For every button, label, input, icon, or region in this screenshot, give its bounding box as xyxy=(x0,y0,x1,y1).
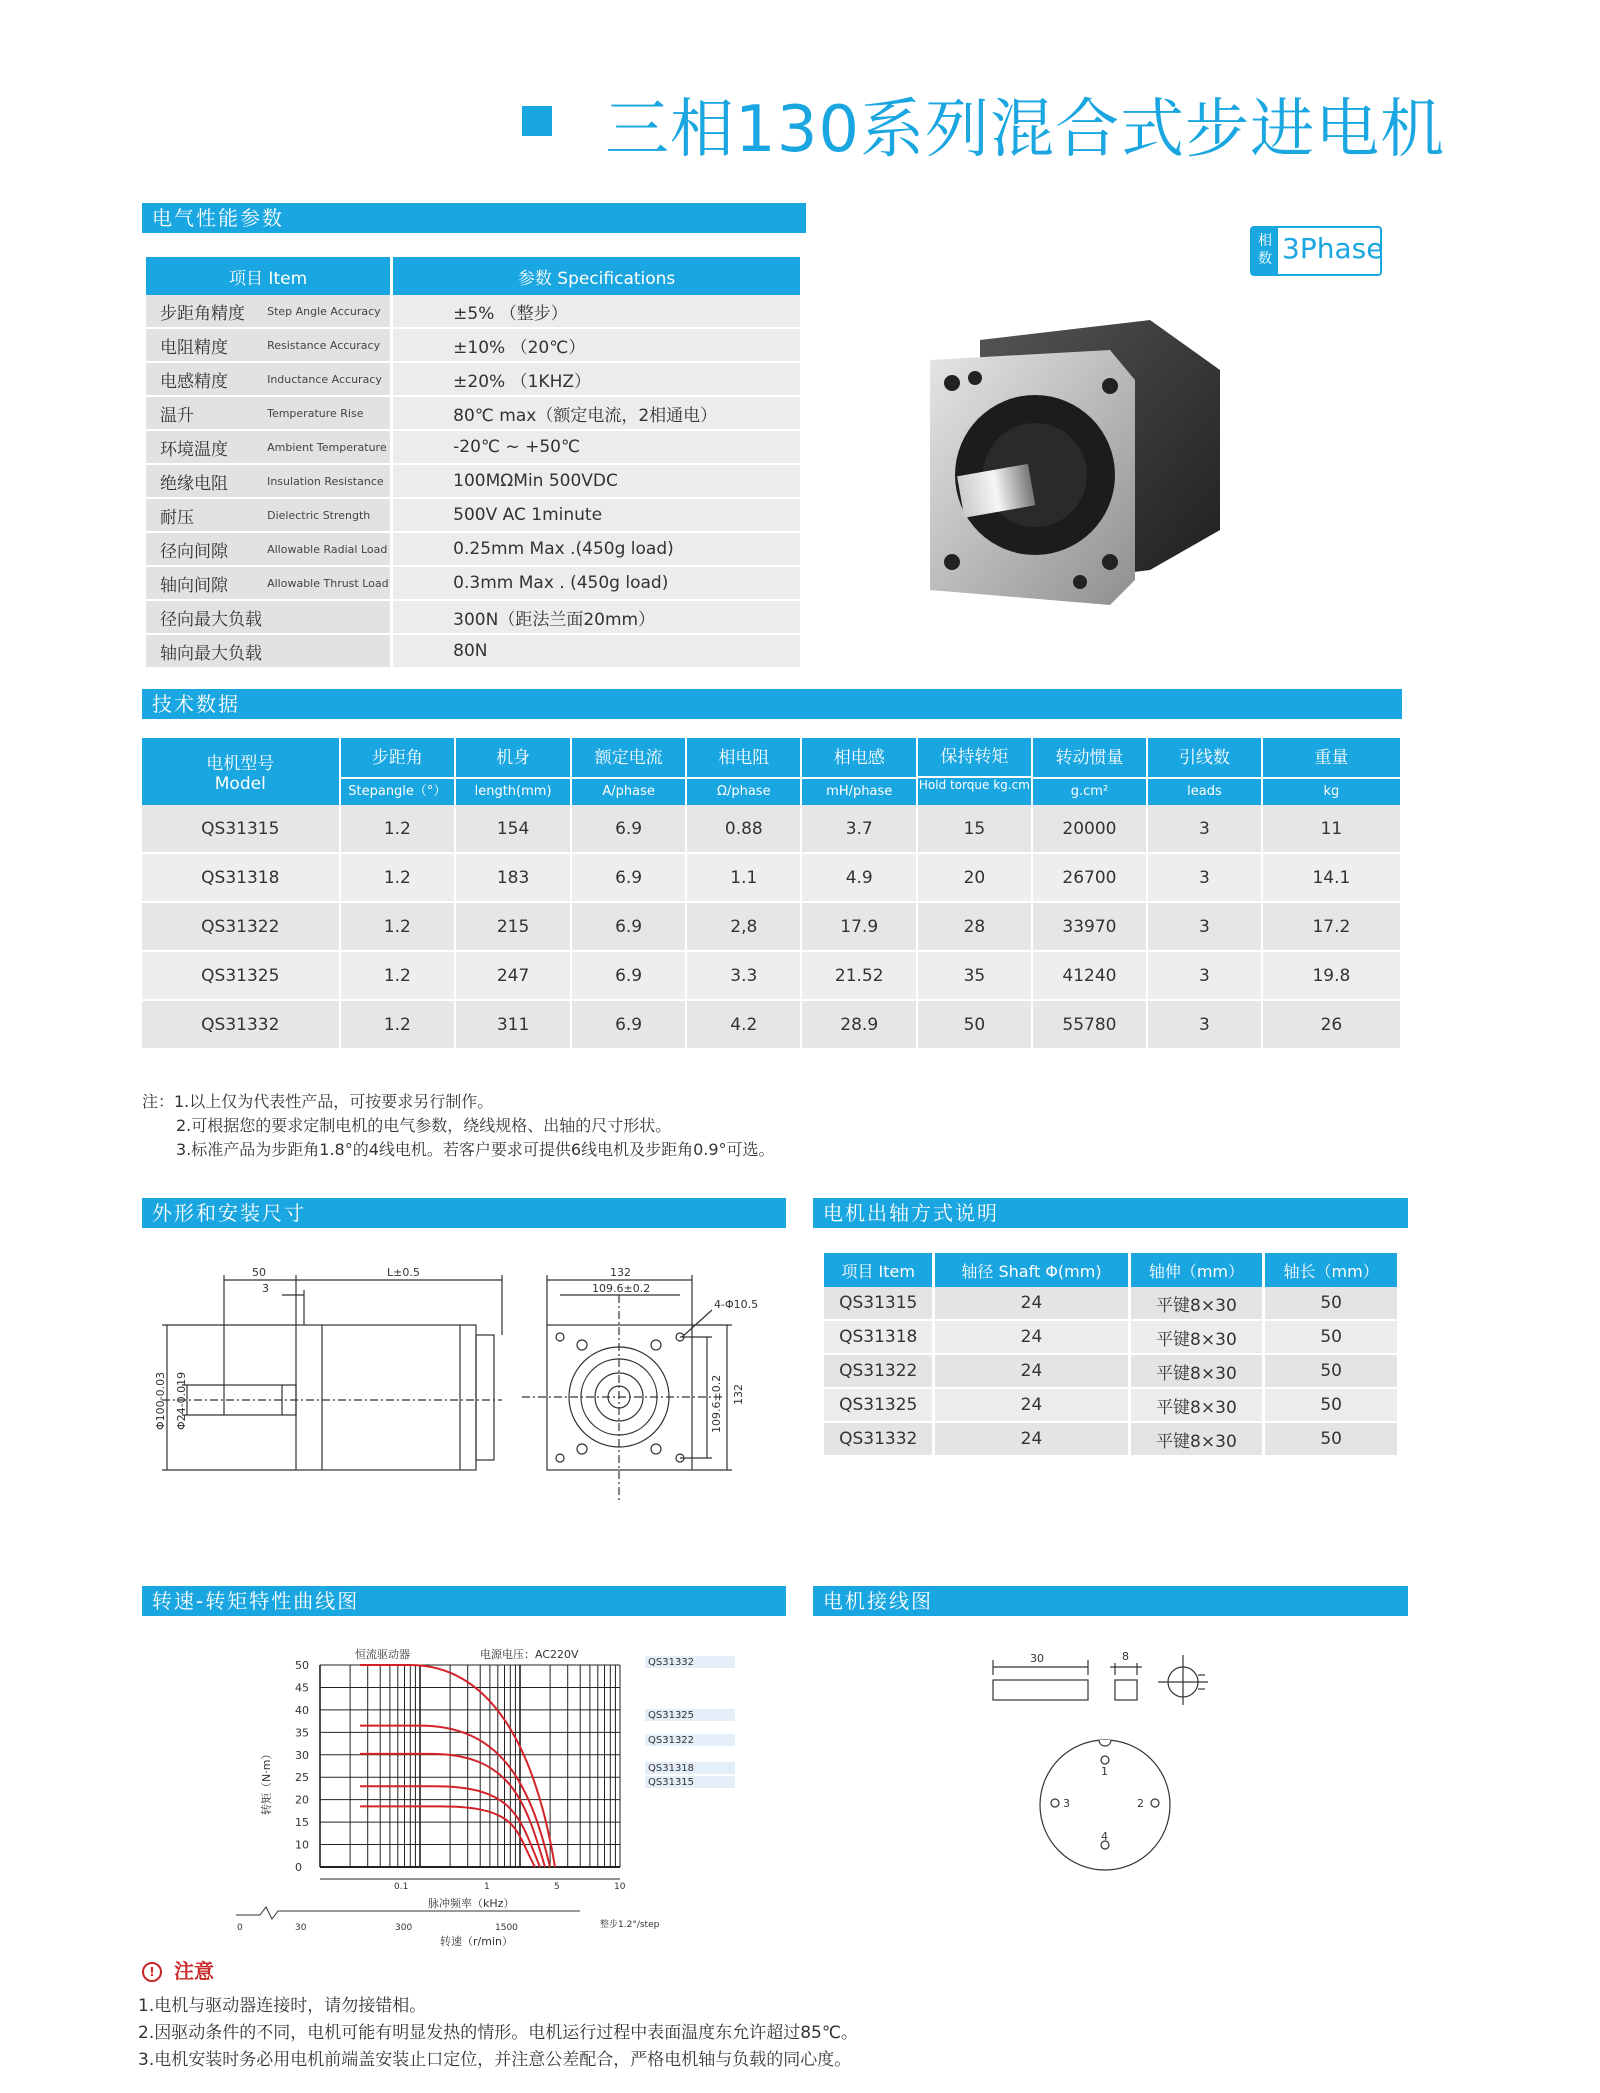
tech-header xyxy=(1147,738,1262,805)
electrical-item-en: Temperature Rise xyxy=(266,396,392,430)
shaft-cell: 50 xyxy=(1264,1320,1399,1354)
tech-header-cn: 步距角 xyxy=(371,747,423,768)
electrical-item-cn: 电阻精度 xyxy=(146,328,266,362)
warning-heading xyxy=(142,1955,214,1984)
tech-row xyxy=(142,1000,1401,1049)
note-2: 2.可根据您的要求定制电机的电气参数，绕线规格、出轴的尺寸形状。 xyxy=(176,1116,672,1135)
electrical-item-en: Resistance Accuracy xyxy=(266,328,392,362)
dim-132: 132 xyxy=(610,1266,631,1279)
tech-header-en: length(mm) xyxy=(456,777,570,805)
shaft-cell: 平键8×30 xyxy=(1129,1354,1264,1388)
tech-cell: 1.2 xyxy=(340,853,456,902)
technical-table xyxy=(142,738,1402,1050)
tech-cell: 35 xyxy=(917,951,1032,1000)
tech-cell: 21.52 xyxy=(801,951,917,1000)
chart-xtick: 1 xyxy=(484,1882,490,1892)
shaft-cell: QS31332 xyxy=(824,1422,934,1456)
electrical-item-cn: 绝缘电阻 xyxy=(146,464,266,498)
chart-title-right: 电源电压：AC220V xyxy=(480,1648,579,1661)
dim-holes: 4-Φ10.5 xyxy=(714,1298,759,1311)
electrical-item-en: Step Angle Accuracy xyxy=(266,295,392,328)
wiring-30: 30 xyxy=(1030,1652,1044,1665)
electrical-item-cn: 电感精度 xyxy=(146,362,266,396)
tech-cell: 3 xyxy=(1147,805,1262,853)
shaft-cell: QS31322 xyxy=(824,1354,934,1388)
electrical-item-en: Inductance Accuracy xyxy=(266,362,392,396)
tech-cell: 17.9 xyxy=(801,902,917,951)
dim-1096-v: 109.6±0.2 xyxy=(710,1374,723,1433)
electrical-item-cn: 径向最大负载 xyxy=(146,600,266,634)
note-3: 3.标准产品为步距角1.8°的4线电机。若客户要求可提供6线电机及步距角0.9°可选。 xyxy=(176,1140,775,1159)
tech-cell: 41240 xyxy=(1032,951,1147,1000)
chart-x2tick: 1500 xyxy=(495,1923,518,1933)
series-label: QS31318 xyxy=(648,1763,695,1774)
tech-cell: 215 xyxy=(455,902,571,951)
tech-header-cn: 电机型号 xyxy=(206,754,275,774)
tech-header xyxy=(142,738,340,805)
chart-title-left: 恒流驱动器 xyxy=(355,1648,410,1661)
shaft-row xyxy=(824,1320,1399,1354)
tech-cell: 1.2 xyxy=(340,902,456,951)
tech-header-en: g.cm² xyxy=(1033,777,1146,805)
electrical-value: 500V AC 1minute xyxy=(392,498,800,532)
tech-header xyxy=(455,738,571,805)
electrical-item-cn: 步距角精度 xyxy=(146,295,266,328)
electrical-row xyxy=(146,295,800,328)
wiring-diagram xyxy=(975,1645,1265,1875)
electrical-value: -20℃ ~ +50℃ xyxy=(392,430,800,464)
chart-xtick: 5 xyxy=(554,1882,560,1892)
tech-header xyxy=(340,738,456,805)
chart-ylabel: 转矩（N·m） xyxy=(260,1748,273,1815)
electrical-value: 100MΩMin 500VDC xyxy=(392,464,800,498)
electrical-row xyxy=(146,532,800,566)
chart-ytick: 15 xyxy=(295,1816,309,1830)
electrical-row xyxy=(146,600,800,634)
series-label: QS31325 xyxy=(648,1710,695,1721)
tech-cell: QS31332 xyxy=(142,1000,340,1049)
tech-header-en: leads xyxy=(1148,777,1261,805)
tech-cell: 17.2 xyxy=(1262,902,1401,951)
chart-xtick: 10 xyxy=(614,1882,626,1892)
pin-4: 4 xyxy=(1101,1830,1108,1843)
tech-header xyxy=(801,738,917,805)
tech-cell: 1.2 xyxy=(340,951,456,1000)
tech-cell: 183 xyxy=(455,853,571,902)
tech-cell: 26700 xyxy=(1032,853,1147,902)
tech-cell: 20 xyxy=(917,853,1032,902)
electrical-row xyxy=(146,464,800,498)
electrical-row xyxy=(146,328,800,362)
dim-d24: Φ24-0.019 xyxy=(175,1371,188,1430)
series-label: QS31315 xyxy=(648,1777,695,1788)
shaft-row xyxy=(824,1354,1399,1388)
motor-photo xyxy=(920,300,1240,630)
electrical-item-cn: 径向间隙 xyxy=(146,532,266,566)
electrical-value: 80℃ max（额定电流，2相通电） xyxy=(392,396,800,430)
section-wiring: 电机接线图 xyxy=(813,1586,1408,1616)
electrical-value: 300N（距法兰面20mm） xyxy=(392,600,800,634)
tech-cell: 247 xyxy=(455,951,571,1000)
tech-cell: 311 xyxy=(455,1000,571,1049)
series-curve-QS31325 xyxy=(360,1726,550,1867)
tech-header-cn: 保持转矩 xyxy=(940,747,1009,767)
electrical-item-cn: 轴向间隙 xyxy=(146,566,266,600)
tech-cell: QS31322 xyxy=(142,902,340,951)
chart-ytick: 10 xyxy=(295,1838,309,1852)
shaft-header: 轴径 Shaft Φ(mm) xyxy=(934,1253,1129,1287)
tech-header-cn: 重量 xyxy=(1314,747,1349,768)
shaft-cell: 50 xyxy=(1264,1388,1399,1422)
electrical-value: 0.3mm Max . (450g load) xyxy=(392,566,800,600)
tech-header-en: kg xyxy=(1263,777,1400,805)
tech-header-en: Hold torque kg.cm xyxy=(918,776,1031,805)
pin-2: 2 xyxy=(1137,1797,1144,1810)
shaft-row xyxy=(824,1422,1399,1456)
shaft-cell: 24 xyxy=(934,1287,1129,1320)
electrical-value: ±20% （1KHZ） xyxy=(392,362,800,396)
shaft-cell: 平键8×30 xyxy=(1129,1388,1264,1422)
tech-cell: 3 xyxy=(1147,951,1262,1000)
tech-cell: 26 xyxy=(1262,1000,1401,1049)
series-curve-QS31315 xyxy=(360,1806,535,1867)
warning-item-3: 3.电机安装时务必用电机前端盖安装止口定位，并注意公差配合，严格电机轴与负载的同心度。 xyxy=(138,2050,852,2070)
tech-cell: 1.1 xyxy=(686,853,801,902)
badge-text: 3Phase xyxy=(1282,232,1384,265)
pin-1: 1 xyxy=(1101,1765,1108,1778)
chart-ytick: 30 xyxy=(295,1748,309,1762)
electrical-value: ±10% （20℃） xyxy=(392,328,800,362)
shaft-cell: QS31325 xyxy=(824,1388,934,1422)
shaft-table xyxy=(824,1253,1400,1457)
tech-header xyxy=(1262,738,1401,805)
warning-title: 注意 xyxy=(174,1959,214,1983)
tech-cell: 0.88 xyxy=(686,805,801,853)
series-curve-QS31322 xyxy=(360,1754,545,1867)
tech-cell: 15 xyxy=(917,805,1032,853)
tech-header-en: A/phase xyxy=(572,777,685,805)
electrical-value: 80N xyxy=(392,634,800,668)
chart-xlabel: 脉冲频率（kHz） xyxy=(428,1897,515,1910)
electrical-table xyxy=(146,257,800,669)
tech-cell: 3.7 xyxy=(801,805,917,853)
electrical-header-item: 项目 Item xyxy=(146,257,392,295)
tech-row xyxy=(142,902,1401,951)
section-shaft: 电机出轴方式说明 xyxy=(813,1198,1408,1228)
electrical-item-cn: 耐压 xyxy=(146,498,266,532)
shaft-cell: 50 xyxy=(1264,1422,1399,1456)
dimension-drawing xyxy=(142,1255,786,1485)
shaft-header: 轴伸（mm） xyxy=(1129,1253,1264,1287)
tech-cell: 14.1 xyxy=(1262,853,1401,902)
tech-cell: 154 xyxy=(455,805,571,853)
dim-1096: 109.6±0.2 xyxy=(592,1282,651,1295)
chart-ytick: 50 xyxy=(295,1659,309,1672)
torque-speed-chart xyxy=(237,1645,740,1955)
dim-L: L±0.5 xyxy=(387,1266,420,1279)
electrical-item-cn: 环境温度 xyxy=(146,430,266,464)
tech-cell: 1.2 xyxy=(340,1000,456,1049)
warning-icon: ! xyxy=(142,1962,162,1982)
chart-x2label: 转速（r/min） xyxy=(440,1935,513,1948)
tech-row xyxy=(142,951,1401,1000)
tech-cell: 28.9 xyxy=(801,1000,917,1049)
tech-cell: 28 xyxy=(917,902,1032,951)
electrical-item-en: Dielectric Strength xyxy=(266,498,392,532)
shaft-row xyxy=(824,1287,1399,1320)
tech-cell: 3 xyxy=(1147,902,1262,951)
electrical-header-spec: 参数 Specifications xyxy=(392,257,800,295)
tech-header-en: Stepangle（°） xyxy=(341,777,455,805)
tech-header-cn: 额定电流 xyxy=(594,747,663,768)
electrical-item-en xyxy=(266,634,392,668)
tech-header-cn: 机身 xyxy=(496,747,531,768)
electrical-row xyxy=(146,430,800,464)
shaft-cell: 50 xyxy=(1264,1354,1399,1388)
tech-cell: 4.9 xyxy=(801,853,917,902)
tech-header-en: Ω/phase xyxy=(687,777,800,805)
chart-ytick: 0 xyxy=(295,1861,302,1874)
shaft-header: 项目 Item xyxy=(824,1253,934,1287)
warning-item-2: 2.因驱动条件的不同，电机可能有明显发热的情形。电机运行过程中表面温度东允许超过85℃。 xyxy=(138,2023,858,2043)
electrical-row xyxy=(146,634,800,668)
electrical-item-en xyxy=(266,600,392,634)
section-curve: 转速-转矩特性曲线图 xyxy=(142,1586,786,1616)
badge-char-2: 数 xyxy=(1258,251,1272,267)
series-label: QS31332 xyxy=(648,1657,695,1668)
dim-132-v: 132 xyxy=(732,1384,745,1405)
electrical-row xyxy=(146,362,800,396)
wiring-8: 8 xyxy=(1122,1650,1129,1663)
shaft-cell: 平键8×30 xyxy=(1129,1287,1264,1320)
dim-3: 3 xyxy=(262,1282,269,1295)
tech-cell: 3 xyxy=(1147,1000,1262,1049)
tech-cell: 3 xyxy=(1147,853,1262,902)
note-1: 注：1.以上仅为代表性产品，可按要求另行制作。 xyxy=(142,1092,494,1111)
tech-cell: 6.9 xyxy=(571,853,686,902)
chart-x2tick: 300 xyxy=(395,1923,413,1933)
chart-ytick: 25 xyxy=(295,1771,309,1785)
tech-cell: 4.2 xyxy=(686,1000,801,1049)
tech-cell: 6.9 xyxy=(571,902,686,951)
electrical-value: 0.25mm Max .(450g load) xyxy=(392,532,800,566)
tech-cell: 20000 xyxy=(1032,805,1147,853)
tech-header-cn: 转动惯量 xyxy=(1055,747,1124,768)
shaft-cell: QS31315 xyxy=(824,1287,934,1320)
tech-header-en: Model xyxy=(214,774,266,794)
electrical-row xyxy=(146,396,800,430)
shaft-cell: 24 xyxy=(934,1422,1129,1456)
warning-item-1: 1.电机与驱动器连接时，请勿接错相。 xyxy=(138,1996,427,2016)
tech-header-cn: 引线数 xyxy=(1178,747,1230,768)
series-curve-QS31332 xyxy=(360,1665,555,1867)
tech-header-cn: 相电感 xyxy=(833,747,885,768)
electrical-row xyxy=(146,498,800,532)
chart-ytick: 35 xyxy=(295,1726,309,1740)
tech-header xyxy=(917,738,1032,805)
chart-x2tick: 0 xyxy=(237,1923,243,1933)
shaft-cell: 24 xyxy=(934,1354,1129,1388)
chart-x2tick: 30 xyxy=(295,1923,307,1933)
title-square-icon xyxy=(522,106,552,136)
dim-50: 50 xyxy=(252,1266,266,1279)
tech-header-en: mH/phase xyxy=(802,777,916,805)
tech-cell: 19.8 xyxy=(1262,951,1401,1000)
electrical-item-en: Allowable Radial Load xyxy=(266,532,392,566)
chart-x2note: 整步1.2°/step xyxy=(600,1920,660,1930)
tech-cell: 6.9 xyxy=(571,951,686,1000)
electrical-item-cn: 温升 xyxy=(146,396,266,430)
shaft-header: 轴长（mm） xyxy=(1264,1253,1399,1287)
tech-cell: QS31325 xyxy=(142,951,340,1000)
tech-cell: QS31315 xyxy=(142,805,340,853)
warning-list xyxy=(138,1993,858,2074)
shaft-cell: QS31318 xyxy=(824,1320,934,1354)
shaft-cell: 24 xyxy=(934,1320,1129,1354)
badge-char-1: 相 xyxy=(1258,233,1272,249)
pin-3: 3 xyxy=(1063,1797,1070,1810)
tech-cell: 6.9 xyxy=(571,805,686,853)
electrical-row xyxy=(146,566,800,600)
shaft-row xyxy=(824,1388,1399,1422)
phase-badge xyxy=(1250,226,1382,276)
tech-cell: 55780 xyxy=(1032,1000,1147,1049)
section-dimensions: 外形和安装尺寸 xyxy=(142,1198,786,1228)
tech-cell: 11 xyxy=(1262,805,1401,853)
electrical-item-cn: 轴向最大负载 xyxy=(146,634,266,668)
electrical-item-en: Allowable Thrust Load xyxy=(266,566,392,600)
tech-cell: 3.3 xyxy=(686,951,801,1000)
tech-cell: 50 xyxy=(917,1000,1032,1049)
electrical-value: ±5% （整步） xyxy=(392,295,800,328)
chart-ytick: 20 xyxy=(295,1793,309,1807)
section-electrical: 电气性能参数 xyxy=(142,203,806,233)
notes xyxy=(142,1090,775,1162)
chart-ytick: 45 xyxy=(295,1681,309,1695)
series-label: QS31322 xyxy=(648,1735,695,1746)
tech-row xyxy=(142,853,1401,902)
tech-header xyxy=(686,738,801,805)
dim-d100: Φ100-0.03 xyxy=(154,1371,167,1430)
electrical-item-en: Insulation Resistance xyxy=(266,464,392,498)
section-technical: 技术数据 xyxy=(142,689,1402,719)
tech-cell: QS31318 xyxy=(142,853,340,902)
electrical-item-en: Ambient Temperature xyxy=(266,430,392,464)
page-title: 三相130系列混合式步进电机 xyxy=(605,93,1446,167)
tech-header xyxy=(1032,738,1147,805)
tech-row xyxy=(142,805,1401,853)
tech-cell: 1.2 xyxy=(340,805,456,853)
shaft-cell: 平键8×30 xyxy=(1129,1320,1264,1354)
tech-cell: 6.9 xyxy=(571,1000,686,1049)
shaft-cell: 24 xyxy=(934,1388,1129,1422)
tech-cell: 33970 xyxy=(1032,902,1147,951)
chart-xtick: 0.1 xyxy=(394,1882,409,1892)
tech-header-cn: 相电阻 xyxy=(718,747,770,768)
shaft-cell: 50 xyxy=(1264,1287,1399,1320)
chart-ytick: 40 xyxy=(295,1703,309,1717)
tech-header xyxy=(571,738,686,805)
shaft-cell: 平键8×30 xyxy=(1129,1422,1264,1456)
tech-cell: 2,8 xyxy=(686,902,801,951)
